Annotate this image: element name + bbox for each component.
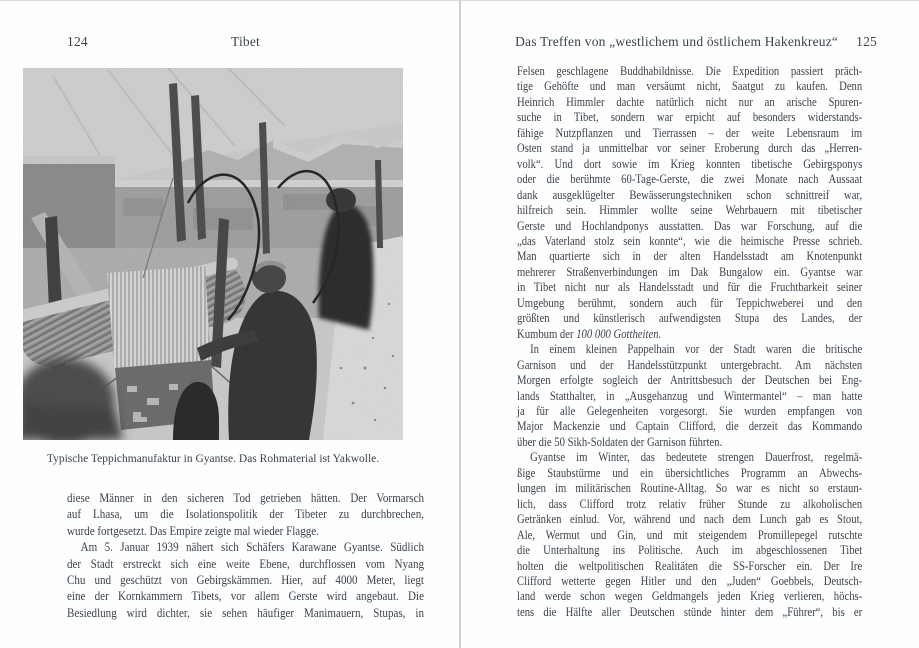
text-line: fähige Nutzpflanzen und Tierrassen – der weite Lebensraum im: [517, 124, 863, 140]
text-line: Kumbum der 100 000 Gottheiten.: [517, 325, 662, 341]
text-line: über die 50 Sikh-Soldaten der Garnison führten.: [517, 433, 723, 449]
text-line: diese Männer in den sicheren Tod getrieben hätten. Der Vormarsch: [67, 490, 424, 505]
text-line: oder die berühmte 60-Tage-Gerste, die zwei Monate nach Aussaat: [517, 171, 863, 187]
text-line: wurde fortgesetzt. Das Empire zeigte mal wieder Flagge.: [67, 522, 319, 538]
page-left: [0, 1, 459, 648]
text-line: Umgebung berühmt, sondern auch für Teppichweberei und den: [517, 294, 863, 310]
text-line: Chu und geschützt von Gebirgskämmen. Hier, auf 4000 Meter, liegt: [67, 572, 424, 588]
text-line: dank ausgeklügelter Bewässerungstechniken schon schnittreif war,: [517, 186, 863, 202]
text-line: Heinrich Himmler dachte natürlich nicht nur an arische Spuren-: [517, 93, 863, 109]
text-line: Clifford wetterte gegen Hitler und den „Juden“ Goebbels, Deutsch-: [517, 572, 863, 588]
text-line: Gyantse im Winter, das bedeutete strengen Dauerfrost, regelmä-: [530, 449, 863, 465]
text-line: ßige Staubstürme und ein übersichtliches Programm an Abwechs-: [517, 464, 863, 480]
text-line: Am 5. Januar 1939 nähert sich Schäfers Karawane Gyantse. Südlich: [80, 539, 424, 555]
text-line: In einem kleinen Pappelhain vor der Stadt waren die britische: [530, 341, 863, 357]
text-line: Gerste und Hochlandponys ausstatten. Das war Forschung, auf die: [517, 217, 863, 233]
running-head-right: Das Treffen von „westlichem und östlichem Hakenkreuz“: [515, 34, 839, 49]
text-line: hilfreich sein. Himmler wollte seine Wehrbauern mit tibetischer: [517, 202, 863, 218]
text-line: Morgen erfolgte sogleich der Antrittsbesuch der Deutschen bei Eng-: [517, 372, 863, 388]
text-line: eine der Kornkammern Tibets, vor allem Gerste wird angebaut. Die: [67, 588, 424, 604]
text-line: holten die weltpolitischen Realitäten die SS-Forscher ein. Der Ire: [517, 557, 863, 573]
text-line: mehrerer Straßenverbindungen im Dak Bungalow ein. Gyantse war: [517, 263, 863, 279]
text-line: größten und künstlerisch aufwendigsten Stupa des Landes, der: [517, 310, 863, 326]
text-line: Man quartierte sich in der alten Handelsstadt am Knotenpunkt: [517, 248, 863, 264]
carpet-weaving-photo: [23, 68, 403, 440]
text-line: volk“. Und dort sowie im Krieg konnten tibetische Gebirgsponys: [517, 155, 863, 171]
text-line: lands Statthalter, in „Ausgehanzug und Wintermantel“ – man hatte: [517, 387, 863, 403]
page-number-left: 124: [67, 34, 88, 49]
text-line: Ale, Wermut und Gin, und mit steigendem Promillepegel rutschte: [517, 526, 863, 542]
text-line: Osten stand ja unmittelbar vor seiner Eroberung durch das „Herren-: [517, 140, 863, 156]
page-number-right: 125: [856, 34, 877, 49]
text-line: Garnison und der Handelsstützpunkt untergebracht. Am nächsten: [517, 356, 863, 372]
text-line: lich, dass Clifford trotz relativ früher Stunde zu alkoholischen: [517, 495, 863, 511]
text-line: Besiedlung wird dichter, sie sehen häufiger Manimauern, Stupas, in: [67, 604, 424, 620]
text-line: Getränken einlud. Vor, während und nach dem Lunch gab es Stout,: [517, 511, 863, 527]
text-line: tige Gehöfte und man versäumt nicht, Saatgut zu kaufen. Denn: [517, 78, 863, 94]
body-text-left: [67, 490, 459, 621]
text-line: lungen im militärischen Routine-Alltag. So war es nicht so erstaun-: [517, 480, 863, 496]
text-line: suche in Tibet, sondern war erpicht auf besonders widerstands-: [517, 109, 863, 125]
body-text-right: [517, 63, 919, 619]
text-line: tens die Hälfte aller Deutschen stünde hinter dem „Führer“, bis er: [517, 603, 863, 619]
running-head-row-right: [515, 34, 877, 50]
running-head-left: Tibet: [230, 34, 260, 49]
text-line: die Unterhaltung ins Politische. Auch im abgeschlossenen Tibet: [517, 542, 863, 558]
text-line: ja für alle Gelegenheiten vorgesorgt. Sie wurden empfangen von: [517, 402, 863, 418]
text-line: „das Vaterland stolz sein konnte“, wie die heimische Presse schrieb.: [517, 232, 863, 248]
text-line: in Tibet nicht nur als Handelsstadt und für die Fruchtbarkeit seiner: [517, 279, 863, 295]
text-line: Felsen geschlagene Buddhabildnisse. Die Expedition passiert präch-: [517, 63, 863, 78]
text-line: land werde schon wegen Geldmangels jeden Krieg verlieren, höchs-: [517, 588, 863, 604]
text-line: der Stadt erstreckt sich eine weite Ebene, durchflossen vom Nyang: [67, 555, 424, 571]
photo-caption: Typische Teppichmanufaktur in Gyantse. Das Rohmaterial ist Yakwolle.: [46, 453, 380, 465]
page-right: [461, 1, 919, 648]
text-line: auf Lhasa, um die Isolationspolitik der Tibeter zu durchbrechen,: [67, 506, 424, 522]
text-line: Major Mackenzie und Captain Clifford, die derzeit das Kommando: [517, 418, 863, 434]
